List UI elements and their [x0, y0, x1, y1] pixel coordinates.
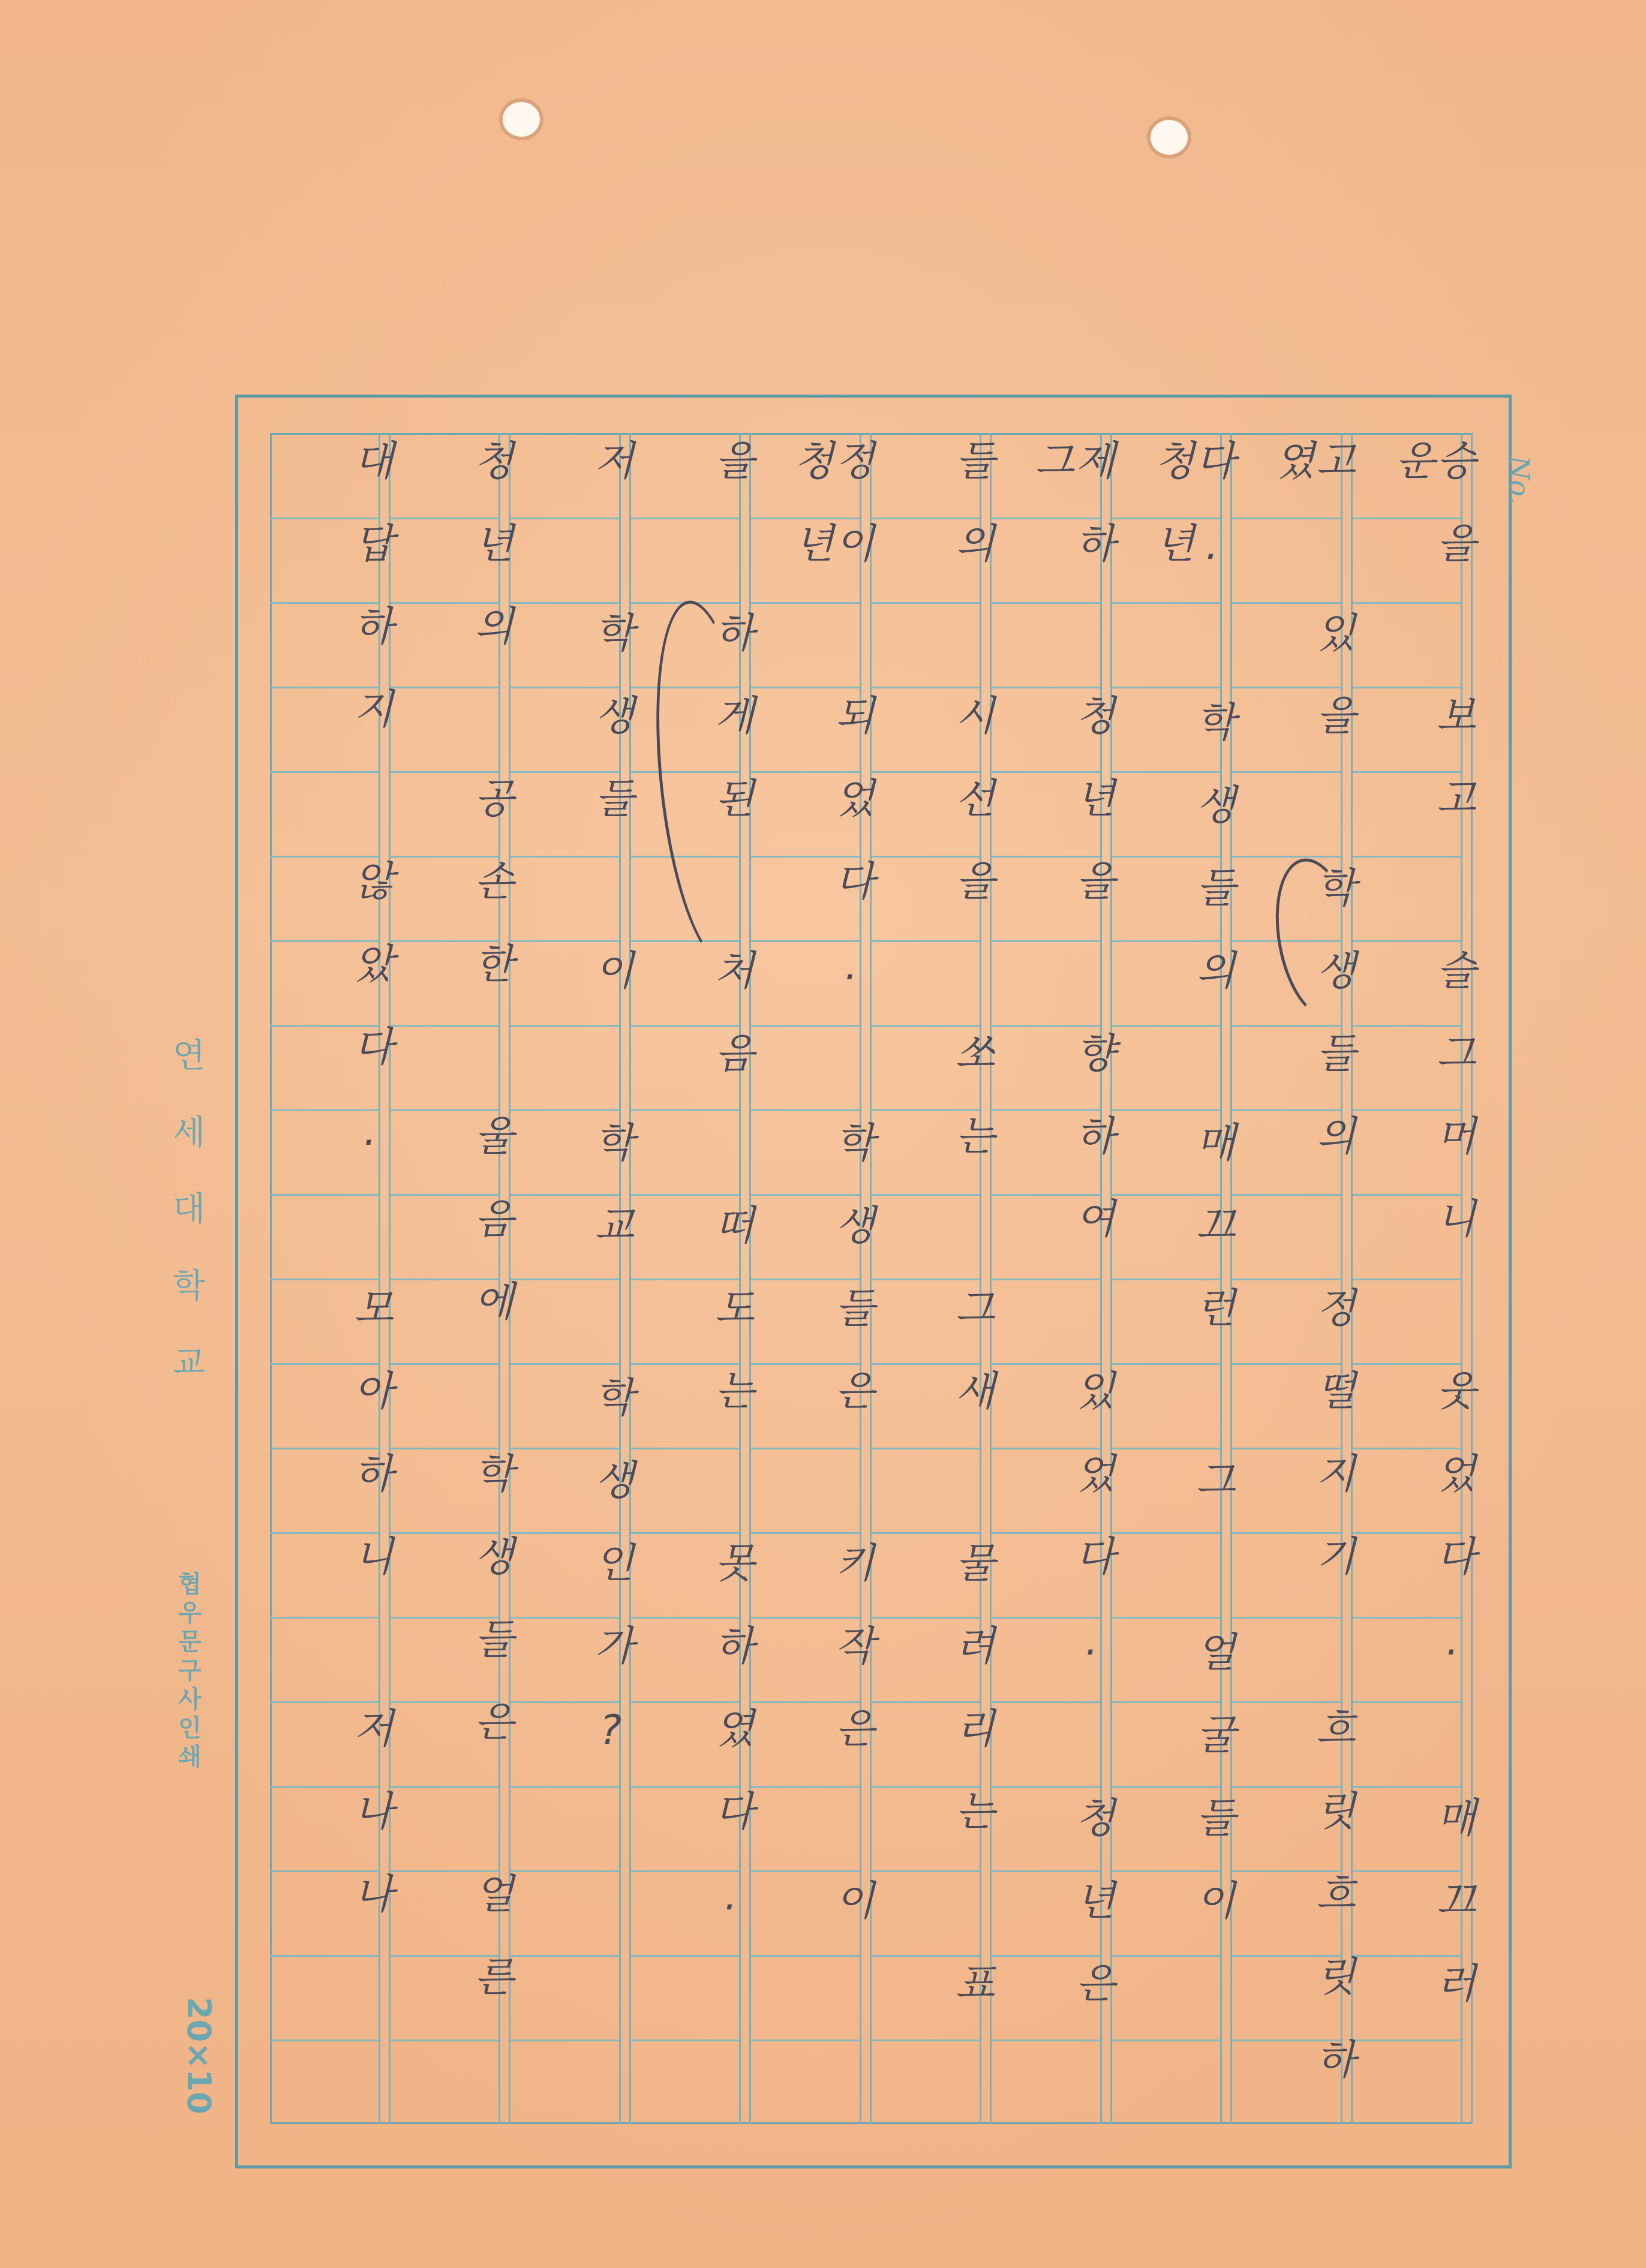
text-column — [270, 433, 394, 2124]
printer-imprint: 협우문구사인쇄 — [174, 1571, 202, 1773]
text-column — [1353, 433, 1476, 2124]
grid-cell-line — [270, 1955, 379, 1957]
column-text: 저 학생들 이 학교 학생인가? — [587, 439, 635, 1796]
text-column — [872, 433, 995, 2124]
column-text: 청년의 공손한 울음에 학생들은 얼른 — [467, 439, 514, 2038]
grid-cell-line — [391, 2040, 499, 2041]
grid-cell-line — [510, 2040, 619, 2041]
text-column — [510, 433, 635, 2124]
column-text: 정이 되었다. 학생들은 키작은 이 청년 — [786, 439, 875, 1962]
grid-size-label: 20×10 — [180, 1997, 218, 2114]
punch-hole-left — [503, 102, 540, 137]
punch-hole-right — [1151, 120, 1188, 155]
grid-cell-line — [510, 1955, 619, 1957]
text-column — [391, 433, 514, 2124]
text-column — [751, 433, 875, 2124]
column-text: 승을 보고 슬그머니 웃었다. 매끄러운 — [1388, 439, 1476, 2044]
grid-cell-line — [631, 2040, 740, 2041]
text-column — [1112, 433, 1236, 2124]
column-text: 고 있을 학생들의 정떨지기 흐릿흐릿하였 — [1267, 439, 1356, 2120]
text-column — [992, 433, 1116, 2124]
column-text: 제하 청년을 향하여 있었다. 청년은 그 — [1027, 439, 1116, 2044]
text-column — [1232, 433, 1356, 2124]
university-imprint: 연세대학교 — [167, 1037, 206, 1421]
grid-cell-line — [510, 1870, 619, 1872]
column-text: 들의 시선을 쏘는 그새 물려리는 표 — [948, 439, 995, 2044]
column-text: 다. 학생들의 매끄런 그 얼굴들이 청년 — [1148, 439, 1236, 1962]
page-number-label: No. — [1503, 456, 1536, 505]
grid-cell-line — [270, 2040, 379, 2041]
column-text: 을 하게된 처음 떠도는 못하였다. — [707, 439, 755, 1962]
column-text: 대답하지 않았다. 모아하니 저나나 — [346, 439, 394, 1955]
